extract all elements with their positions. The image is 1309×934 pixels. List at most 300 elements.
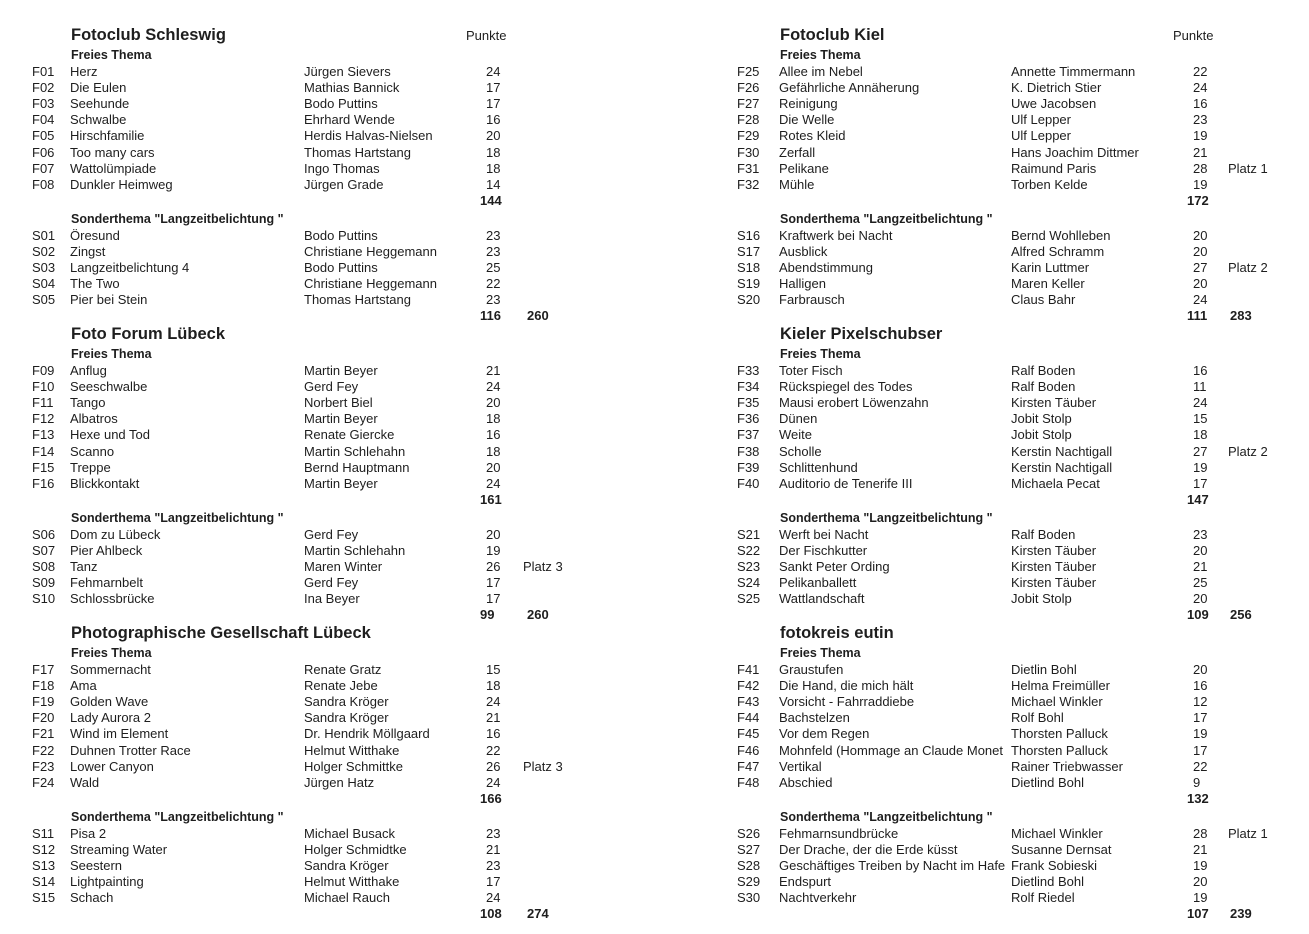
entry-code: S03 bbox=[32, 260, 56, 275]
entry-row bbox=[655, 161, 1309, 177]
entry-place: Platz 1 bbox=[1228, 160, 1268, 176]
club-title: Photographische Gesellschaft Lübeck bbox=[71, 624, 371, 642]
entry-code: F27 bbox=[737, 96, 760, 112]
entry-code: F36 bbox=[737, 411, 760, 427]
entry-code: F26 bbox=[737, 80, 760, 96]
entry-code: F13 bbox=[32, 427, 55, 443]
entry-row bbox=[0, 874, 650, 890]
entry-author: Sandra Kröger bbox=[304, 858, 389, 873]
entry-code: S26 bbox=[737, 825, 761, 841]
entry-row bbox=[0, 244, 650, 260]
club-total: 283 bbox=[1230, 308, 1252, 324]
entry-code: S05 bbox=[32, 292, 56, 308]
entry-title: Seehunde bbox=[70, 96, 130, 112]
entry-points: 19 bbox=[1193, 459, 1208, 475]
entry-author: Jürgen Hatz bbox=[304, 774, 375, 790]
entry-points: 21 bbox=[486, 363, 501, 378]
section-title: Sonderthema "Langzeitbelichtung " bbox=[71, 809, 284, 824]
entry-code: F23 bbox=[32, 758, 55, 774]
entry-author: Bodo Puttins bbox=[304, 227, 378, 243]
entry-row bbox=[655, 858, 1309, 874]
section-subtotal: 144 bbox=[480, 192, 502, 208]
entry-title: Wattlandschaft bbox=[779, 591, 865, 607]
entry-author: Renate Giercke bbox=[304, 427, 395, 443]
entry-points: 26 bbox=[486, 559, 501, 574]
entry-author: Bodo Puttins bbox=[304, 260, 378, 275]
entry-row bbox=[655, 244, 1309, 260]
entry-author: Ralf Boden bbox=[1011, 363, 1076, 378]
entry-author: Norbert Biel bbox=[304, 395, 373, 411]
section-subtotal: 166 bbox=[480, 790, 502, 806]
entry-row bbox=[655, 476, 1309, 492]
entry-code: F20 bbox=[32, 710, 55, 726]
entry-row bbox=[655, 444, 1309, 460]
entry-points: 19 bbox=[1193, 890, 1208, 906]
entry-title: Ama bbox=[70, 678, 97, 694]
entry-code: S07 bbox=[32, 542, 56, 558]
entry-title: Hexe und Tod bbox=[70, 427, 150, 443]
entry-code: F16 bbox=[32, 475, 55, 491]
entry-points: 24 bbox=[486, 774, 501, 790]
entry-points: 23 bbox=[1193, 112, 1208, 128]
entry-author: Renate Gratz bbox=[304, 662, 382, 677]
entry-code: S25 bbox=[737, 591, 761, 607]
entry-title: Vertikal bbox=[779, 758, 822, 774]
entry-points: 17 bbox=[486, 874, 501, 890]
entry-author: Ulf Lepper bbox=[1011, 112, 1071, 128]
entry-points: 16 bbox=[1193, 363, 1208, 378]
entry-title: Schlittenhund bbox=[779, 459, 858, 475]
entry-author: Dietlin Bohl bbox=[1011, 662, 1077, 677]
entry-title: Dom zu Lübeck bbox=[70, 526, 161, 542]
club-title: fotokreis eutin bbox=[780, 624, 894, 642]
entry-place: Platz 1 bbox=[1228, 825, 1268, 841]
entry-points: 18 bbox=[486, 411, 501, 427]
entry-code: F10 bbox=[32, 379, 55, 395]
section-subtotal: 161 bbox=[480, 491, 502, 507]
points-column-header: Punkte bbox=[466, 28, 507, 43]
entry-author: Martin Schlehahn bbox=[304, 443, 406, 459]
entry-author: Christiane Heggemann bbox=[304, 243, 437, 259]
entry-author: Jürgen Sievers bbox=[304, 64, 391, 79]
entry-row bbox=[655, 726, 1309, 742]
entry-row bbox=[655, 543, 1309, 559]
entry-title: Pelikane bbox=[779, 160, 829, 176]
entry-code: F21 bbox=[32, 726, 55, 742]
entry-code: F25 bbox=[737, 64, 760, 79]
entry-author: Raimund Paris bbox=[1011, 160, 1097, 176]
entry-author: K. Dietrich Stier bbox=[1011, 80, 1102, 96]
entry-points: 20 bbox=[1193, 227, 1208, 243]
entry-title: Pelikanballett bbox=[779, 575, 857, 591]
entry-code: S28 bbox=[737, 858, 761, 873]
entry-row bbox=[0, 694, 650, 710]
entry-row bbox=[0, 112, 650, 128]
entry-code: F45 bbox=[737, 726, 760, 742]
entry-row bbox=[0, 96, 650, 112]
section-subtotal: 116 bbox=[480, 308, 501, 324]
entry-code: F08 bbox=[32, 176, 55, 192]
entry-author: Kirsten Täuber bbox=[1011, 559, 1097, 574]
entry-author: Thorsten Palluck bbox=[1011, 742, 1108, 758]
entry-row bbox=[655, 96, 1309, 112]
entry-author: Rolf Bohl bbox=[1011, 710, 1064, 726]
entry-points: 22 bbox=[1193, 758, 1208, 774]
entry-points: 17 bbox=[1193, 710, 1208, 726]
entry-points: 17 bbox=[486, 80, 501, 96]
section-title: Freies Thema bbox=[71, 347, 152, 361]
entry-title: Vor dem Regen bbox=[779, 726, 870, 742]
entry-points: 18 bbox=[1193, 427, 1208, 443]
entry-title: Too many cars bbox=[70, 144, 155, 160]
club-total: 274 bbox=[527, 906, 549, 922]
entry-row bbox=[655, 775, 1309, 791]
entry-code: F14 bbox=[32, 443, 55, 459]
entry-row bbox=[0, 890, 650, 906]
entry-points: 20 bbox=[486, 395, 501, 411]
entry-code: F31 bbox=[737, 160, 760, 176]
entry-author: Rainer Triebwasser bbox=[1011, 758, 1123, 774]
entry-title: Zerfall bbox=[779, 144, 816, 160]
entry-code: F15 bbox=[32, 459, 55, 475]
entry-points: 11 bbox=[1193, 379, 1207, 395]
entry-author: Dr. Hendrik Möllgaard bbox=[304, 726, 430, 742]
entry-author: Thorsten Palluck bbox=[1011, 726, 1108, 742]
entry-title: Halligen bbox=[779, 276, 826, 292]
entry-row bbox=[655, 427, 1309, 443]
entry-code: F11 bbox=[32, 395, 54, 411]
entry-code: F33 bbox=[737, 363, 760, 378]
entry-points: 23 bbox=[486, 243, 501, 259]
entry-author: Martin Beyer bbox=[304, 475, 378, 491]
entry-code: F01 bbox=[32, 64, 55, 79]
entry-title: Tango bbox=[70, 395, 106, 411]
entry-row bbox=[655, 64, 1309, 80]
entry-title: Schwalbe bbox=[70, 112, 127, 128]
entry-author: Dietlind Bohl bbox=[1011, 774, 1084, 790]
entry-points: 18 bbox=[486, 678, 501, 694]
entry-author: Thomas Hartstang bbox=[304, 144, 411, 160]
entry-title: Abendstimmung bbox=[779, 260, 873, 275]
section-title: Freies Thema bbox=[780, 646, 861, 660]
entry-row bbox=[655, 411, 1309, 427]
entry-title: Sommernacht bbox=[70, 662, 151, 677]
entry-points: 21 bbox=[1193, 559, 1208, 574]
entry-row bbox=[655, 527, 1309, 543]
entry-author: Jobit Stolp bbox=[1011, 591, 1072, 607]
entry-points: 12 bbox=[1193, 694, 1208, 710]
entry-row bbox=[655, 694, 1309, 710]
entry-row bbox=[0, 826, 650, 842]
entry-row bbox=[655, 575, 1309, 591]
entry-row bbox=[655, 145, 1309, 161]
section-subtotal: 99 bbox=[480, 607, 495, 623]
entry-row bbox=[655, 678, 1309, 694]
entry-author: Torben Kelde bbox=[1011, 176, 1088, 192]
section-title: Sonderthema "Langzeitbelichtung " bbox=[71, 510, 284, 525]
entry-code: S15 bbox=[32, 890, 56, 906]
entry-row bbox=[655, 80, 1309, 96]
entry-row bbox=[0, 64, 650, 80]
entry-row bbox=[0, 527, 650, 543]
entry-code: F30 bbox=[737, 144, 760, 160]
entry-title: Wind im Element bbox=[70, 726, 169, 742]
entry-title: Allee im Nebel bbox=[779, 64, 863, 79]
entry-row bbox=[655, 743, 1309, 759]
entry-points: 21 bbox=[1193, 841, 1208, 857]
entry-row bbox=[655, 177, 1309, 193]
entry-title: Treppe bbox=[70, 459, 111, 475]
entry-code: F38 bbox=[737, 443, 760, 459]
section-title: Freies Thema bbox=[780, 48, 861, 62]
entry-row bbox=[0, 743, 650, 759]
entry-title: Wattolümpiade bbox=[70, 160, 157, 176]
entry-code: F02 bbox=[32, 80, 55, 96]
entry-points: 24 bbox=[1193, 395, 1208, 411]
entry-author: Christiane Heggemann bbox=[304, 276, 437, 292]
entry-points: 17 bbox=[486, 96, 501, 112]
entry-title: Die Eulen bbox=[70, 80, 127, 96]
entry-points: 16 bbox=[1193, 678, 1208, 694]
entry-points: 19 bbox=[486, 542, 501, 558]
entry-author: Kirsten Täuber bbox=[1011, 395, 1097, 411]
entry-row bbox=[655, 128, 1309, 144]
entry-code: F48 bbox=[737, 774, 760, 790]
entry-code: F40 bbox=[737, 475, 760, 491]
entry-code: S17 bbox=[737, 243, 761, 259]
section-subtotal: 172 bbox=[1187, 192, 1209, 208]
entry-title: Schlossbrücke bbox=[70, 591, 155, 607]
entry-author: Jobit Stolp bbox=[1011, 411, 1072, 427]
entry-code: S22 bbox=[737, 542, 761, 558]
entry-author: Jobit Stolp bbox=[1011, 427, 1072, 443]
entry-author: Sandra Kröger bbox=[304, 710, 389, 726]
entry-title: The Two bbox=[70, 276, 120, 292]
entry-points: 9 bbox=[1193, 774, 1201, 790]
entry-points: 22 bbox=[1193, 64, 1208, 79]
entry-author: Alfred Schramm bbox=[1011, 243, 1105, 259]
entry-code: F17 bbox=[32, 662, 55, 677]
entry-place: Platz 3 bbox=[523, 559, 563, 574]
entry-row bbox=[655, 826, 1309, 842]
entry-row bbox=[655, 559, 1309, 575]
entry-points: 20 bbox=[1193, 874, 1208, 890]
entry-author: Rolf Riedel bbox=[1011, 890, 1075, 906]
entry-code: F41 bbox=[737, 662, 760, 677]
entry-title: Albatros bbox=[70, 411, 118, 427]
entry-title: Öresund bbox=[70, 227, 120, 243]
entry-author: Gerd Fey bbox=[304, 379, 359, 395]
entry-code: S14 bbox=[32, 874, 56, 890]
entry-points: 20 bbox=[1193, 243, 1208, 259]
entry-author: Dietlind Bohl bbox=[1011, 874, 1084, 890]
entry-row bbox=[0, 177, 650, 193]
entry-title: Reinigung bbox=[779, 96, 838, 112]
entry-row bbox=[0, 363, 650, 379]
entry-code: F34 bbox=[737, 379, 760, 395]
entry-code: S29 bbox=[737, 874, 761, 890]
points-column-header: Punkte bbox=[1173, 28, 1214, 43]
entry-author: Michael Winkler bbox=[1011, 825, 1103, 841]
entry-code: F28 bbox=[737, 112, 760, 128]
entry-points: 24 bbox=[486, 694, 501, 710]
entry-author: Gerd Fey bbox=[304, 575, 359, 591]
entry-points: 24 bbox=[486, 64, 501, 79]
entry-author: Bernd Hauptmann bbox=[304, 459, 410, 475]
entry-title: Geschäftiges Treiben by Nacht im Hafe bbox=[779, 858, 1006, 873]
club-total: 239 bbox=[1230, 906, 1252, 922]
entry-title: Zingst bbox=[70, 243, 106, 259]
entry-points: 16 bbox=[486, 112, 501, 128]
entry-code: F04 bbox=[32, 112, 55, 128]
entry-title: Tanz bbox=[70, 559, 98, 574]
entry-author: Kerstin Nachtigall bbox=[1011, 459, 1113, 475]
entry-code: S12 bbox=[32, 841, 56, 857]
entry-author: Ina Beyer bbox=[304, 591, 360, 607]
entry-row bbox=[655, 874, 1309, 890]
entry-author: Kirsten Täuber bbox=[1011, 575, 1097, 591]
entry-author: Claus Bahr bbox=[1011, 292, 1076, 308]
entry-code: S21 bbox=[737, 526, 761, 542]
entry-author: Karin Luttmer bbox=[1011, 260, 1090, 275]
entry-author: Annette Timmermann bbox=[1011, 64, 1136, 79]
entry-title: Seeschwalbe bbox=[70, 379, 148, 395]
entry-author: Mathias Bannick bbox=[304, 80, 400, 96]
entry-author: Jürgen Grade bbox=[304, 176, 384, 192]
entry-author: Ulf Lepper bbox=[1011, 128, 1071, 144]
entry-title: Pier Ahlbeck bbox=[70, 542, 143, 558]
entry-points: 28 bbox=[1193, 825, 1208, 841]
entry-row bbox=[0, 379, 650, 395]
entry-points: 17 bbox=[1193, 475, 1208, 491]
club-total: 260 bbox=[527, 607, 549, 623]
entry-code: F42 bbox=[737, 678, 760, 694]
entry-points: 20 bbox=[486, 128, 501, 144]
entry-title: Die Welle bbox=[779, 112, 835, 128]
entry-author: Susanne Dernsat bbox=[1011, 841, 1112, 857]
entry-code: F18 bbox=[32, 678, 55, 694]
entry-code: S30 bbox=[737, 890, 761, 906]
entry-title: Mühle bbox=[779, 176, 815, 192]
entry-title: Mohnfeld (Hommage an Claude Monet bbox=[779, 742, 1004, 758]
entry-author: Kerstin Nachtigall bbox=[1011, 443, 1113, 459]
entry-title: Werft bei Nacht bbox=[779, 526, 869, 542]
entry-row bbox=[655, 662, 1309, 678]
entry-title: Anflug bbox=[70, 363, 107, 378]
entry-author: Ralf Boden bbox=[1011, 526, 1076, 542]
club-title: Fotoclub Kiel bbox=[780, 26, 885, 44]
entry-title: Farbrausch bbox=[779, 292, 845, 308]
entry-row bbox=[0, 759, 650, 775]
entry-row bbox=[655, 112, 1309, 128]
entry-row bbox=[0, 228, 650, 244]
entry-points: 25 bbox=[486, 260, 501, 275]
entry-row bbox=[655, 260, 1309, 276]
entry-row bbox=[0, 276, 650, 292]
entry-title: Duhnen Trotter Race bbox=[70, 742, 191, 758]
entry-code: S16 bbox=[737, 227, 761, 243]
entry-points: 24 bbox=[486, 475, 501, 491]
entry-author: Helmut Witthake bbox=[304, 874, 400, 890]
entry-title: Lightpainting bbox=[70, 874, 144, 890]
entry-row bbox=[0, 575, 650, 591]
entry-title: Mausi erobert Löwenzahn bbox=[779, 395, 929, 411]
entry-points: 15 bbox=[486, 662, 501, 677]
entry-author: Maren Keller bbox=[1011, 276, 1085, 292]
entry-code: F07 bbox=[32, 160, 55, 176]
entry-code: F22 bbox=[32, 742, 55, 758]
entry-row bbox=[655, 842, 1309, 858]
entry-row bbox=[655, 228, 1309, 244]
club-total: 260 bbox=[527, 308, 549, 324]
entry-title: Der Fischkutter bbox=[779, 542, 868, 558]
entry-title: Wald bbox=[70, 774, 100, 790]
entry-points: 17 bbox=[1193, 742, 1208, 758]
entry-author: Martin Schlehahn bbox=[304, 542, 406, 558]
entry-row bbox=[0, 395, 650, 411]
entry-title: Dünen bbox=[779, 411, 818, 427]
entry-points: 21 bbox=[486, 710, 501, 726]
entry-points: 18 bbox=[486, 144, 501, 160]
entry-points: 27 bbox=[1193, 443, 1208, 459]
entry-author: Helma Freimüller bbox=[1011, 678, 1110, 694]
entry-row bbox=[0, 260, 650, 276]
entry-author: Michael Rauch bbox=[304, 890, 390, 906]
entry-title: Weite bbox=[779, 427, 812, 443]
entry-title: Ausblick bbox=[779, 243, 828, 259]
entry-title: Lower Canyon bbox=[70, 758, 154, 774]
entry-title: Kraftwerk bei Nacht bbox=[779, 227, 893, 243]
entry-row bbox=[0, 543, 650, 559]
entry-author: Ingo Thomas bbox=[304, 160, 380, 176]
club-title: Kieler Pixelschubser bbox=[780, 325, 943, 343]
entry-code: F46 bbox=[737, 742, 760, 758]
club-title: Foto Forum Lübeck bbox=[71, 325, 225, 343]
entry-points: 14 bbox=[486, 176, 501, 192]
entry-author: Michaela Pecat bbox=[1011, 475, 1100, 491]
section-title: Sonderthema "Langzeitbelichtung " bbox=[780, 510, 993, 525]
entry-row bbox=[0, 678, 650, 694]
entry-row bbox=[0, 427, 650, 443]
entry-author: Herdis Halvas-Nielsen bbox=[304, 128, 433, 144]
entry-code: F47 bbox=[737, 758, 760, 774]
entry-title: Seestern bbox=[70, 858, 123, 873]
entry-row bbox=[0, 161, 650, 177]
entry-author: Renate Jebe bbox=[304, 678, 378, 694]
entry-title: Die Hand, die mich hält bbox=[779, 678, 914, 694]
entry-code: S06 bbox=[32, 526, 56, 542]
entry-code: S09 bbox=[32, 575, 56, 591]
section-title: Freies Thema bbox=[71, 48, 152, 62]
entry-title: Rotes Kleid bbox=[779, 128, 846, 144]
entry-author: Ehrhard Wende bbox=[304, 112, 395, 128]
entry-row bbox=[0, 858, 650, 874]
entry-title: Langzeitbelichtung 4 bbox=[70, 260, 190, 275]
entry-row bbox=[0, 411, 650, 427]
entry-author: Gerd Fey bbox=[304, 526, 359, 542]
entry-points: 20 bbox=[1193, 591, 1208, 607]
entry-code: F43 bbox=[737, 694, 760, 710]
entry-title: Nachtverkehr bbox=[779, 890, 857, 906]
entry-code: S13 bbox=[32, 858, 56, 873]
entry-row bbox=[655, 395, 1309, 411]
entry-points: 17 bbox=[486, 575, 501, 591]
entry-row bbox=[0, 710, 650, 726]
entry-points: 21 bbox=[486, 841, 501, 857]
entry-row bbox=[655, 363, 1309, 379]
entry-code: F09 bbox=[32, 363, 55, 378]
entry-title: Endspurt bbox=[779, 874, 832, 890]
